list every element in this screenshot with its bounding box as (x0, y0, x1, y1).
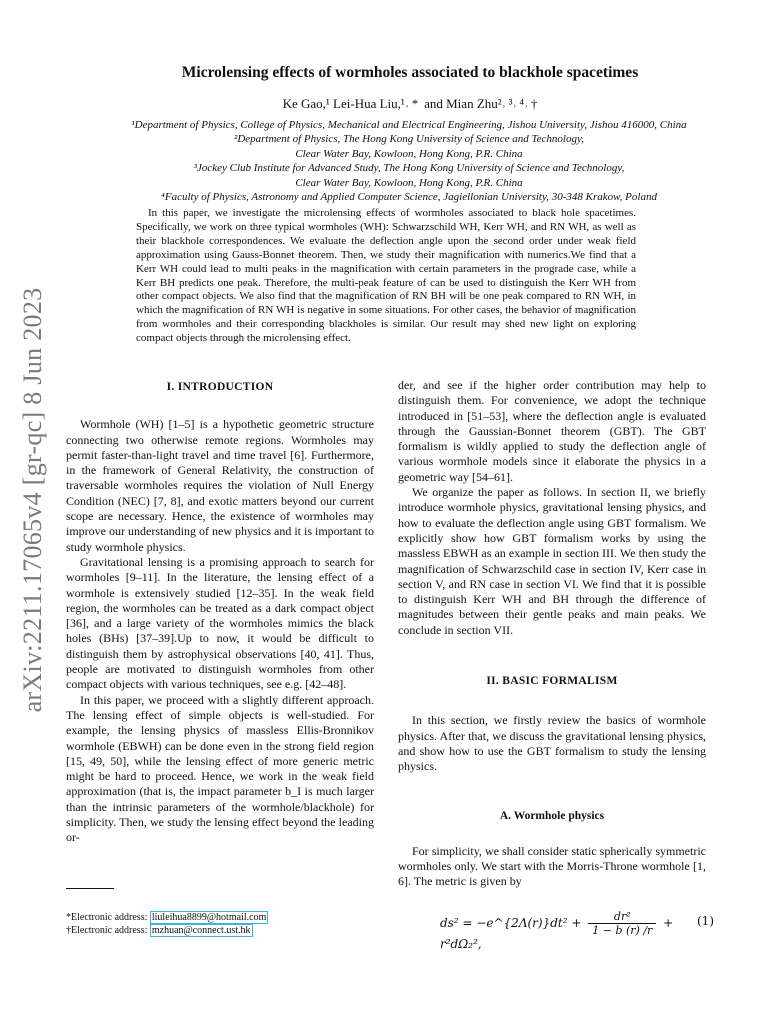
arxiv-identifier-stamp (8, 287, 58, 713)
subsection-heading-wormhole-physics: A. Wormhole physics (499, 809, 605, 822)
paper-title: Microlensing effects of wormholes associated to blackhole spacetimes (181, 64, 639, 81)
left-column (66, 378, 374, 846)
equation-1 (440, 906, 714, 951)
equation-rhs: + r²dΩ₂², (440, 916, 674, 951)
affiliation-2: ²Department of Physics, The Hong Kong University of Science and Technology, (234, 133, 584, 146)
footnote-2-label: †Electronic address: (66, 925, 150, 936)
author-list: Ke Gao,¹ Lei-Hua Liu,¹˒ * and Mian Zhu²˒ ³˒ ⁴˒ † (282, 96, 538, 111)
section-heading-introduction: I. INTRODUCTION (166, 381, 274, 393)
fraction-denominator: 1 − b (r) /r (592, 924, 653, 937)
basic-formalism-paragraph: In this section, we firstly review the basics of wormhole physics. After that, we discuss the gravitational lensing physics, and show how to use the GBT formalism to study the lensing physics. (398, 713, 706, 774)
intro-paragraph-3: In this paper, we proceed with a slightly different approach. The lensing effect of simple objects is well-studied. For example, the lensing physics of massless Ellis-Bronnikov wormhole (EBWH) can be done even in the strong field region [15, 49, 50], while the lensing effect of more generic metric might be hard to proceed. Hence, we work in the weak field approximation (that is, the impact parameter b_I is much larger than the intrinsic parameters of the wormhole/blackhole) for simplicity. Then, we study the lensing effect beyond the leading or- (66, 692, 374, 845)
right-column (398, 378, 706, 890)
equation-lhs: ds² = −e^{2Λ(r)}dt² + (440, 916, 582, 930)
email-link-1[interactable]: liuleihua8899@hotmail.com (151, 912, 267, 923)
arxiv-id: arXiv:2211.17065v4 [gr-qc] 8 Jun 2023 (18, 287, 47, 713)
fraction-numerator: dr² (588, 910, 656, 924)
section-heading-basic-formalism: II. BASIC FORMALISM (486, 675, 618, 688)
abstract: In this paper, we investigate the microlensing effects of wormholes associated to black hole spacetimes. Specifically, we work on three typical wormholes (WH): Schwarzschild WH, Kerr WH, and RN WH, as well as their blackhole correspondences. We evaluate the deflection angle upon the second order under weak field approximation using Gauss-Bonnet theorem. Then, we study their magnification with numerics.We find that a Kerr WH could lead to multi peaks in the magnification with certain parameters in the prograde case, while a Kerr BH predicts one peak. Therefore, the multi-peak feature of can be used to distinguish the Kerr WH from other compact objects. We also find that the magnification of RN BH will be one peak compared to RN WH, in which the magnification of RN WH is negative in some situations. For other cases, the behavior of magnification from wormholes and their corresponding blackholes is similar. Our result may shed new light on exploring compact objects through the microlensing effect. (136, 207, 636, 345)
footnote-1-label: *Electronic address: (66, 912, 150, 923)
intro-paragraph-2: Gravitational lensing is a promising approach to search for wormholes [9–11]. In the literature, the lensing effect of a wormhole is extensively studied [12–35]. In the weak field region, the wormholes can be treated as a dark compact object [36], and a large variety of the wormholes mimics the black holes (BHs) [37–39].Up to now, it would be difficult to distinguish them by astrophysical observations [40, 41]. Thus, people are motivated to distinguish wormholes from other compact objects with various techniques, see e.g. [42–48]. (66, 554, 374, 692)
intro-paragraph-1: Wormhole (WH) [1–5] is a hypothetic geometric structure connecting two otherwise remote regions. Wormholes may permit faster-than-light travel and time travel [6]. Furthermore, in the framework of General Relativity, the construction of traversable wormholes requires the violation of Null Energy Condition (NEC) [7, 8], and exotic matters beyond our current scope are necessary. Hence, the existence of wormholes may improve our understanding of new physics and it is important to study wormhole physics. (66, 417, 374, 554)
affiliation-3: ³Jockey Club Institute for Advanced Study, The Hong Kong University of Science and Technology, (193, 162, 625, 175)
footnote-2 (66, 924, 268, 937)
email-link-2[interactable]: mzhuan@connect.ust.hk (151, 925, 251, 936)
equation-expression (440, 910, 710, 951)
equation-number: (1) (697, 914, 714, 928)
paper-organization-paragraph: We organize the paper as follows. In section II, we briefly introduce wormhole physics, gravitational lensing physics, and how to evaluate the deflection angle using GBT formalism. We explicitly show how GBT formalism works by using the massless EBWH as an example in section III. We then study the magnification of Schwarzschild case in section IV, Kerr case in section V, and RN case in section VI. We find that it is possible to distinguish Kerr WH and BH through the difference of magnitudes between their gentle peaks and main peaks. We conclude in section VII. (398, 485, 706, 637)
affiliations (64, 118, 754, 204)
intro-continuation: der, and see if the higher order contribution may help to distinguish them. For convenience, we adopt the technique introduced in [51–53], where the deflection angle is evaluated through the Gaussian-Bonnet theorem (GBT). The GBT formalism is wildly applied to study the deflection angle of various wormhole models since it elaborate the physics in a geometric way [54–61]. (398, 378, 706, 484)
equation-fraction (588, 910, 656, 937)
footnotes (66, 911, 268, 937)
affiliation-4: ⁴Faculty of Physics, Astronomy and Applied Computer Science, Jagiellonian University, 30-348 Krakow, Poland (161, 191, 657, 204)
affiliation-1: ¹Department of Physics, College of Physics, Mechanical and Electrical Engineering, Jishou University, Jishou 416000, China (131, 119, 687, 131)
affiliation-3-address: Clear Water Bay, Kowloon, Hong Kong, P.R. China (295, 176, 523, 189)
footnote-1 (66, 911, 268, 924)
affiliation-2-address: Clear Water Bay, Kowloon, Hong Kong, P.R. China (295, 147, 523, 160)
wormhole-physics-paragraph: For simplicity, we shall consider static spherically symmetric wormholes only. We start with the Morris-Throne wormhole [1, 6]. The metric is given by (398, 843, 706, 889)
footnote-divider (66, 888, 114, 889)
